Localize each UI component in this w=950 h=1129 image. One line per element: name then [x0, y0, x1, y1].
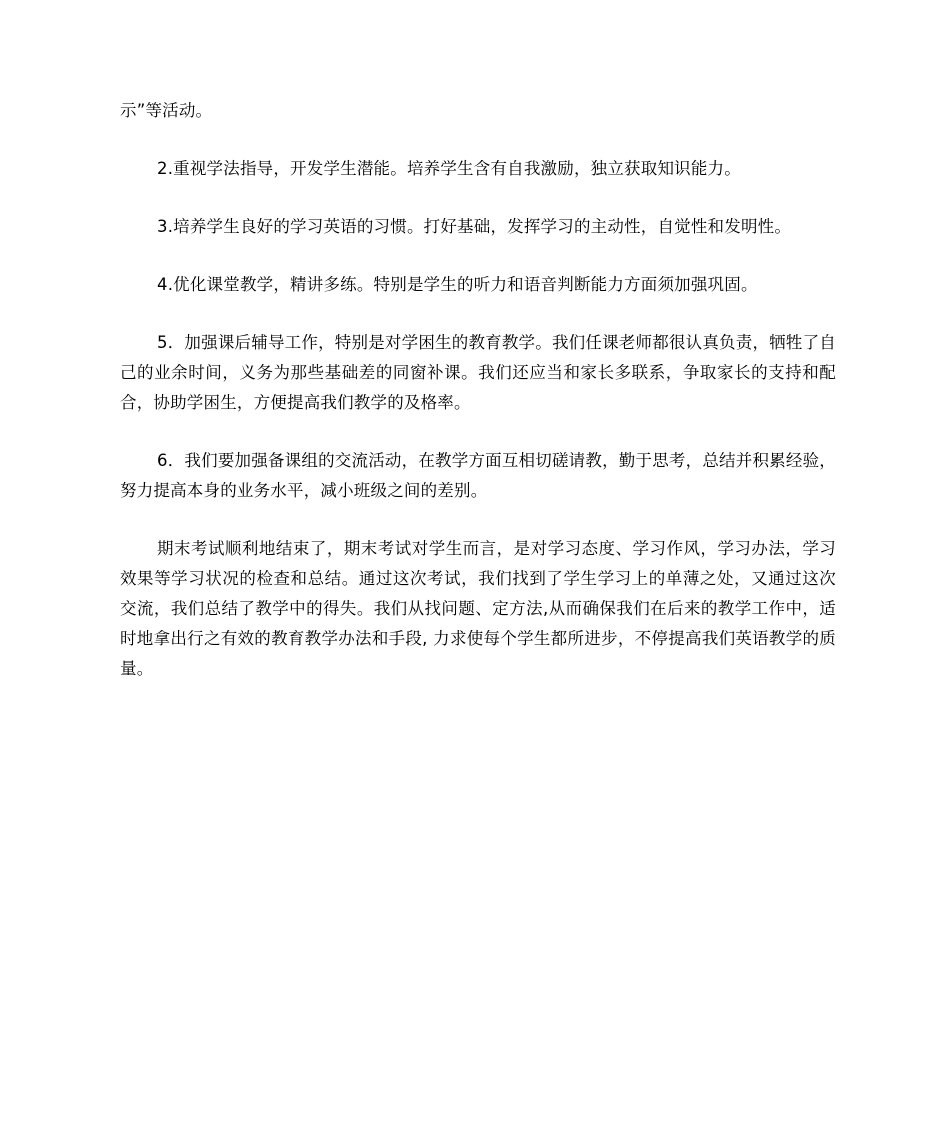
- paragraph-item-4: 4.优化课堂教学，精讲多练。特别是学生的听力和语音判断能力方面须加强巩固。: [157, 275, 758, 294]
- paragraph-item-5: 5．加强课后辅导工作，特别是对学困生的教育教学。我们任课老师都很认真负责，牺牲了自己的业余时间，义务为那些基础差的同窗补课。我们还应当和家长多联系，争取家长的支持和配合，协助学困生，方便提高我们教学的及格率。: [120, 333, 836, 412]
- document-body: [120, 96, 836, 712]
- paragraph-summary: 期末考试顺利地结束了，期末考试对学生而言，是对学习态度、学习作风，学习办法，学习效果等学习状况的检查和总结。通过这次考试，我们找到了学生学习上的单薄之处，又通过这次交流，我们总结了教学中的得失。我们从找问题、定方法,从而确保我们在后来的教学工作中，适时地拿出行之有效的教育教学办法和手段, 力求使每个学生都所进步，不停提高我们英语教学的质量。: [120, 539, 836, 678]
- paragraph-item-3: 3.培养学生良好的学习英语的习惯。打好基础，发挥学习的主动性，自觉性和发明性。: [157, 217, 792, 236]
- paragraph-item-2: 2.重视学法指导，开发学生潜能。培养学生含有自我激励，独立获取知识能力。: [157, 159, 741, 178]
- paragraph-item-6: 6．我们要加强备课组的交流活动，在教学方面互相切磋请教，勤于思考，总结并积累经验，努力提高本身的业务水平，减小班级之间的差别。: [120, 451, 836, 500]
- paragraph-continuation: 示”等活动。: [120, 101, 213, 120]
